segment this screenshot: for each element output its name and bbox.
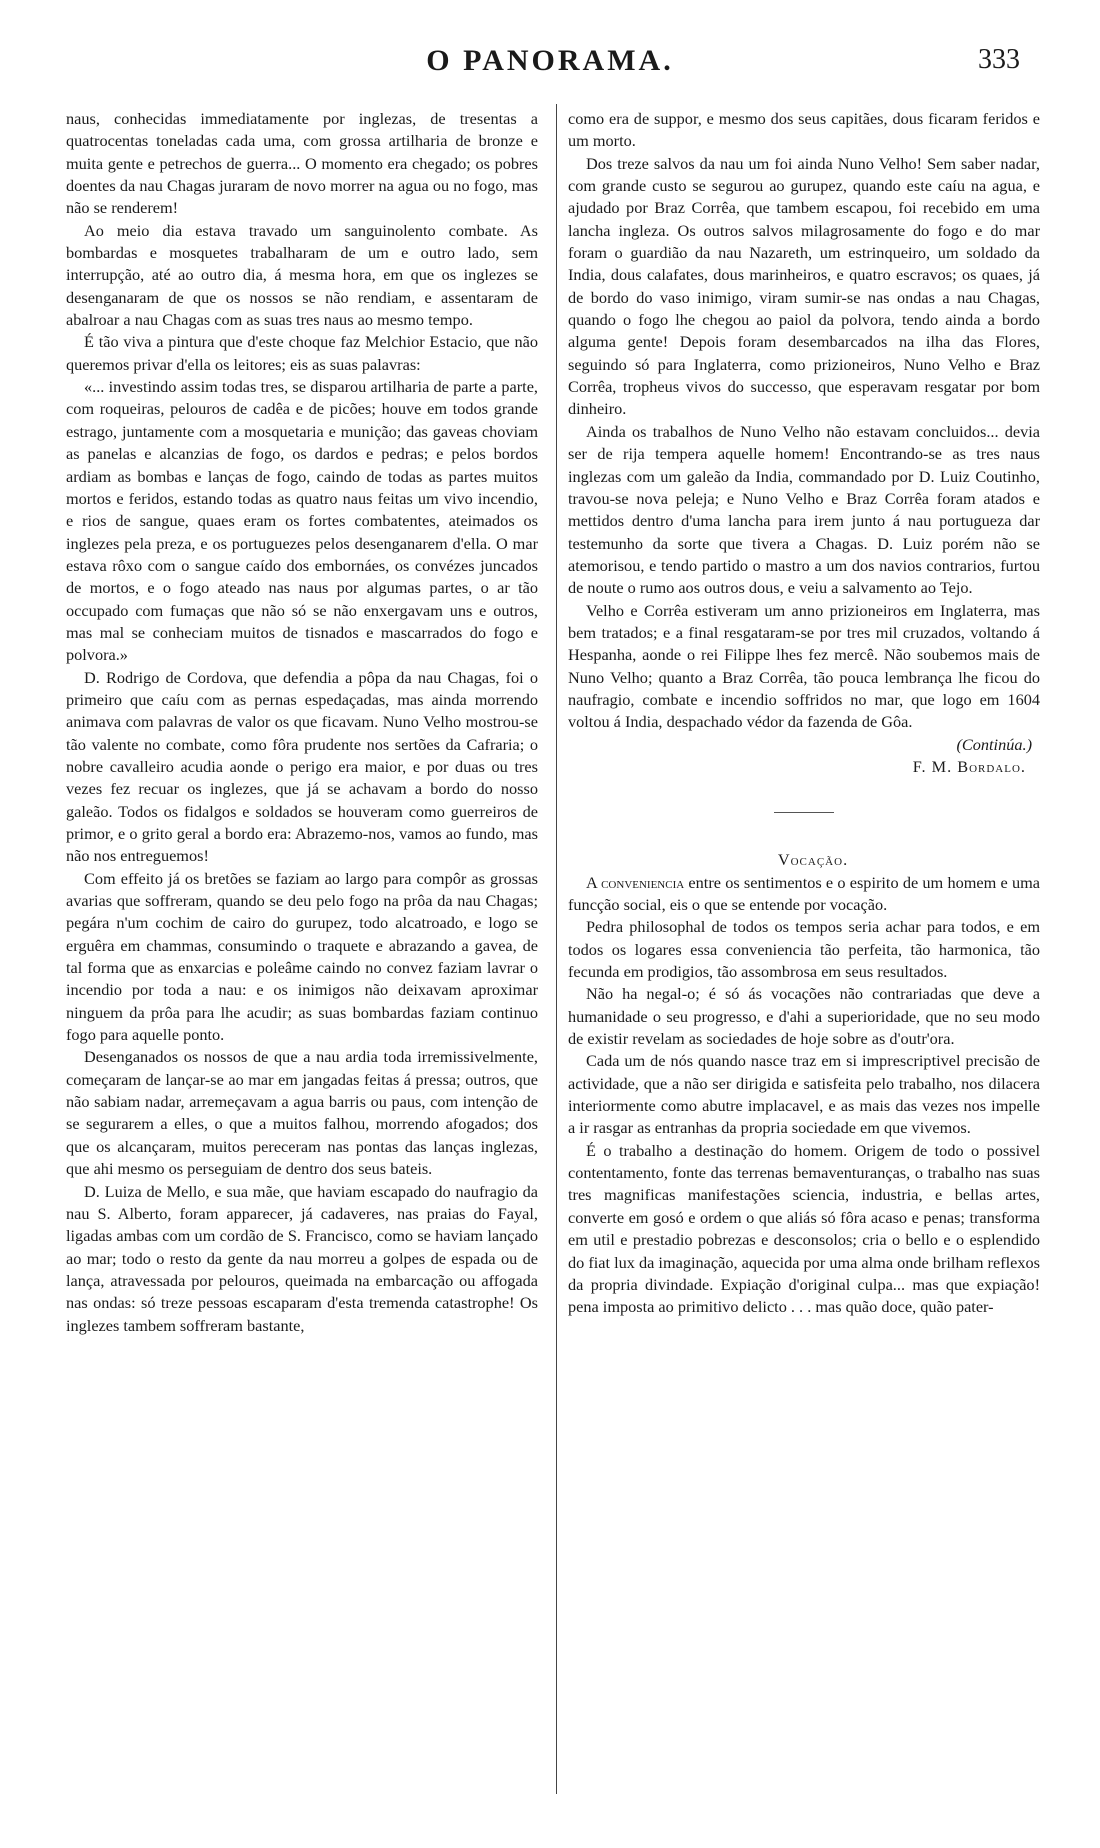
masthead-title: O PANORAMA. <box>426 44 674 77</box>
column-divider <box>556 104 557 1794</box>
paragraph: Ao meio dia estava travado um sanguinolento combate. As bombardas e mosquetes trabalharam de um e outro lado, sem interrupção, até ao outro dia, á mesma hora, em que os inglezes se desenganaram de que os nossos se não rendiam, e assentaram de abalroar a nau Chagas com as suas tres naus ao mesmo tempo. <box>66 220 538 330</box>
paragraph-text: entre os sentimentos e o espirito de um homem e uma funcção social, eis o que se entende por vocação. <box>568 872 1041 914</box>
paragraph: Desenganados os nossos de que a nau ardia toda irremissivelmente, começaram de lançar-se ao mar em jangadas feitas á pressa; outros, que não sabiam nadar, arremeçavam a agua barris ou paus, com intenção de se segurarem a elles, o que a muitos falhou, morrendo afogados; dos que os alcançaram, muitos pereceram nas pontas das lanças inglezas, que ahi mesmo os perseguiam de dentro dos seus bateis. <box>66 1047 538 1179</box>
paragraph: Cada um de nós quando nasce traz em si imprescriptivel precisão de actividade, que a não ser dirigida e satisfeita pelo trabalho, nos dilacera interiormente como abutre implacavel, e as mais das vezes nos impelle a ir rasgar as entranhas da propria sociedade em que vivemos. <box>568 1051 1040 1138</box>
page-header <box>0 44 1100 94</box>
page-number: 333 <box>978 44 1020 75</box>
paragraph: Não ha negal-o; é só ás vocações não contrariadas que deve a humanidade o seu progresso, e d'ahi a superioridade, que no seu modo de existir revelam as sociedades de hoje sobre as d'outr'ora. <box>568 984 1040 1049</box>
paragraph: Ainda os trabalhos de Nuno Velho não estavam concluidos... devia ser de rija tempera aquelle homem! Encontrando-se as tres naus inglezas com um galeão da India, commandado por D. Luiz Coutinho, travou-se nova peleja; e Nuno Velho e Braz Corrêa foram atados e mettidos dentro d'uma lancha para irem junto á nau portugueza dar testemunho da sorte que tivera a Chagas. D. Luiz porém não se atemorisou, e tendo partido o mastro a um dos navios contrarios, furtou de noute o rumo aos outros dous, e veiu a salvamento ao Tejo. <box>568 421 1040 598</box>
paragraph: Com effeito já os bretões se faziam ao largo para compôr as grossas avarias que soffreram, quando se deu pelo fogo na prôa da nau Chagas; pegára n'um cochim de cairo do gurupez, todo alcatroado, e logo se erguêra em chammas, consumindo o traquete e abrazando a gavea, de tal forma que as enxarcias e poleâme caindo no convez faziam lavrar o incendio por toda a nau: e os inimigos não deixavam aproximar ninguem da prôa para lhe acudir; as suas bombardas faziam continuo fogo para aquelle ponto. <box>66 868 538 1045</box>
paragraph: É tão viva a pintura que d'este choque faz Melchior Estacio, que não queremos privar d'ella os leitores; eis as suas palavras: <box>66 332 538 374</box>
paragraph: Dos treze salvos da nau um foi ainda Nuno Velho! Sem saber nadar, com grande custo se segurou ao gurupez, quando este caíu na agua, e ajudado por Braz Corrêa, que tambem escapou, foi recebido em uma lancha ingleza. Os outros salvos milagrosamente do fogo e do mar foram o guardião da nau Nazareth, um estrinqueiro, um soldado da India, dous calafates, dous marinheiros, e quatro escravos; os quaes, já de bordo do vaso inimigo, viram sumir-se nas ondas a nau Chagas, quando o fogo lhe chegou ao paiol da polvora, tendo ainda a bordo alguma gente! Depois foram desembarcados na ilha das Flores, seguindo só para Inglaterra, como prizioneiros, Nuno Velho e Braz Corrêa, tropheus vivos do successo, que esperavam resgatar por bom dinheiro. <box>568 153 1040 419</box>
right-column <box>568 108 1040 1319</box>
author-signature: F. M. Bordalo. <box>912 756 1026 776</box>
section-title: Vocação. <box>777 850 849 870</box>
paragraph: É o trabalho a destinação do homem. Origem de todo o possivel contentamento, fonte das terrenas bemaventuranças, o trabalho nas suas tres magnificas manifestações sciencia, industria, e bellas artes, converte em gosó e ordem o que aliás só fôra acaso e penas; transforma em util e prestadio pobrezas e desconsolos; cria o bello e o esplendido do fiat lux da imaginação, aquecida por uma alma onde brilham reflexos da propria divindade. Expiação d'original culpa... mas que expiação! pena imposta ao primitivo delicto . . . mas quão doce, quão pater- <box>568 1140 1040 1317</box>
paragraph: D. Rodrigo de Cordova, que defendia a pôpa da nau Chagas, foi o primeiro que caíu com as pernas espedaçadas, mas ainda morrendo animava com palavras de valor os que ficavam. Nuno Velho mostrou-se tão valente no combate, como fôra prudente nos sertões da Cafraria; o nobre cavalleiro acudia aonde o perigo era maior, e por duas ou tres vezes fez recuar os inglezes, que já se achavam a bordo do nosso galeão. Todos os fidalgos e soldados se houveram como guerreiros de primor, e o grito geral a bordo era: Abrazemo-nos, vamos ao fundo, mas não nos entreguemos! <box>66 667 538 866</box>
paragraph: naus, conhecidas immediatamente por inglezas, de tresentas a quatrocentas toneladas cada uma, com grossa artilharia de bronze e muita gente e petrechos de guerra... O momento era chegado; os pobres doentes da nau Chagas juraram de novo morrer na agua ou no fogo, mas não se renderem! <box>66 109 538 218</box>
section-separator <box>774 812 834 813</box>
paragraph: D. Luiza de Mello, e sua mãe, que haviam escapado do naufragio da nau S. Alberto, foram apparecer, já cadaveres, nas praias do Fayal, ligadas ambas com um cordão de S. Francisco, como se haviam lançado ao mar; todo o resto da gente da nau morreu a golpes de espada ou de lança, atravessada por pelouros, queimada na embarcação ou affogada nas ondas: só treze pessoas escaparam d'esta tremenda catastrophe! Os inglezes tambem soffreram bastante, <box>66 1181 538 1335</box>
quotation: «... investindo assim todas tres, se disparou artilharia de parte a parte, com roqueiras, pelouros de cadêa e de picões; houve em todos grande estrago, juntamente com a mosquetaria e munição; das gaveas choviam as panelas e alcanzias de fogo, os dardos e pedras; e pelos bordos ardiam as bombas e lanças de fogo, caindo de todas as partes muitos mortos e feridos, estando todas as quatro naus feitas um vivo incendio, e rios de sangue, quaes eram os fortes combatentes, ateimados os inglezes pela preza, e os portuguezes pelos desenganarem d'ella. O mar estava rôxo com o sangue caído dos embornáes, os convézes juncados de mortos, e o fogo ateado nas naus por algumas partes, o ar tão occupado com fumaças que não só se não enxergavam uns e outros, mas mal se conheciam muitos de tisnados e mascarrados do fogo e polvora.» <box>66 377 538 665</box>
paragraph <box>568 872 1040 917</box>
paragraph: Velho e Corrêa estiveram um anno prizioneiros em Inglaterra, mas bem tratados; e a final resgataram-se por tres mil cruzados, voltando á Hespanha, aonde o rei Filippe lhes fez mercê. Não soubemos mais de Nuno Velho; quanto a Braz Corrêa, tão pouca lembrança lhe ficou do naufragio, combate e incendio soffridos no mar, que logo em 1604 voltou á India, despachado védor da fazenda de Gôa. <box>568 600 1040 732</box>
left-column <box>66 108 538 1337</box>
lead-words: A conveniencia <box>586 872 685 892</box>
continued-note: (Continúa.) <box>956 734 1032 754</box>
paragraph: Pedra philosophal de todos os tempos seria achar para todos, e em todos os logares essa conveniencia tão perfeita, tão harmonica, tão fecunda em prodigios, tão assombrosa em seus resultados. <box>568 917 1040 982</box>
paragraph: como era de suppor, e mesmo dos seus capitães, dous ficaram feridos e um morto. <box>568 109 1040 151</box>
